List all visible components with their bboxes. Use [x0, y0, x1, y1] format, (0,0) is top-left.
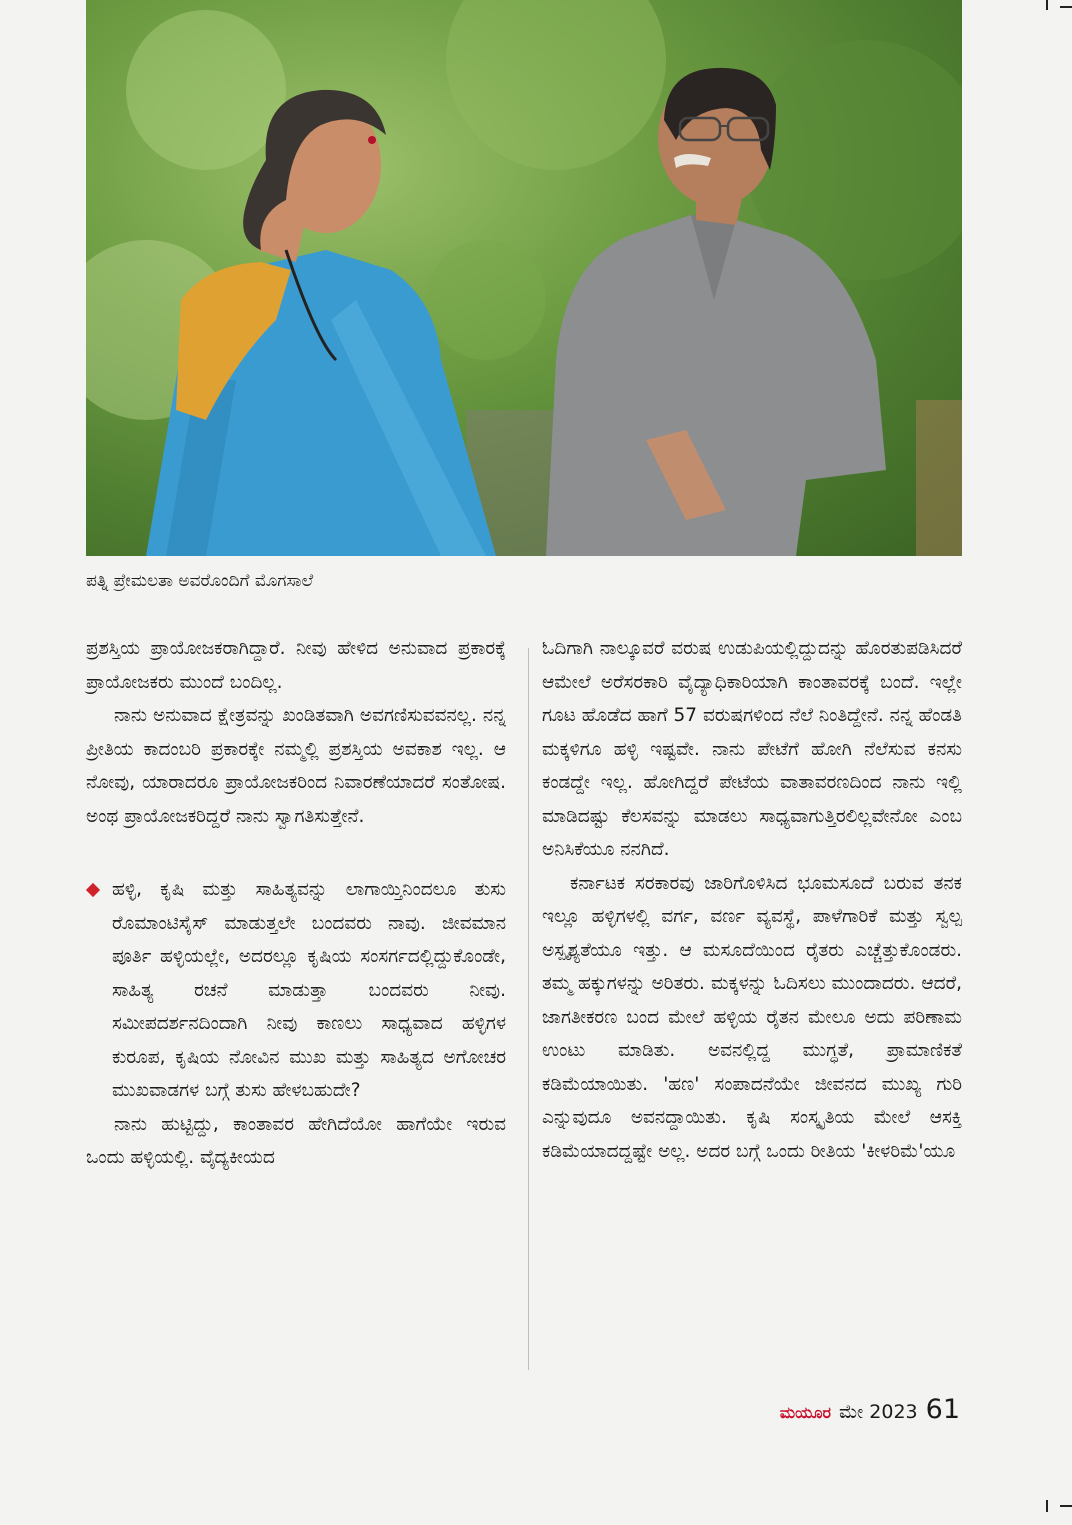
page-footer [780, 1394, 960, 1425]
paragraph: ಓದಿಗಾಗಿ ನಾಲ್ಕೂವರೆ ವರುಷ ಉಡುಪಿಯಲ್ಲಿದ್ದುದನ್ನು ಹೊರತುಪಡಿಸಿದರೆ ಆಮೇಲೆ ಅರೆಸರಕಾರಿ ವೈದ್ಯಾಧಿಕಾರಿಯಾಗಿ ಕಾಂತಾವರಕ್ಕೆ ಬಂದೆ. ಇಲ್ಲೇ ಗೂಟ ಹೊಡೆದ ಹಾಗೆ 57 ವರುಷಗಳಿಂದ ನೆಲೆ ನಿಂತಿದ್ದೇನೆ. ನನ್ನ ಹೆಂಡತಿ ಮಕ್ಕಳಿಗೂ ಹಳ್ಳಿ ಇಷ್ಟವೇ. ನಾನು ಪೇಟೆಗೆ ಹೋಗಿ ನೆಲೆಸುವ ಕನಸು ಕಂಡದ್ದೇ ಇಲ್ಲ. ಹೋಗಿದ್ದರೆ ಪೇಟೆಯ ವಾತಾವರಣದಿಂದ ನಾನು ಇಲ್ಲಿ ಮಾಡಿದಷ್ಟು ಕೆಲಸವನ್ನು ಮಾಡಲು ಸಾಧ್ಯವಾಗುತ್ತಿರಲಿಲ್ಲವೇನೋ ಎಂಬ ಅನಿಸಿಕೆಯೂ ನನಗಿದೆ. [542, 638, 962, 860]
crop-mark-right-bottom [1060, 1505, 1072, 1507]
column-divider [528, 648, 529, 1370]
paragraph: ನಾನು ಅನುವಾದ ಕ್ಷೇತ್ರವನ್ನು ಖಂಡಿತವಾಗಿ ಅವಗಣಿಸುವವನಲ್ಲ. ನನ್ನ ಪ್ರೀತಿಯ ಕಾದಂಬರಿ ಪ್ರಕಾರಕ್ಕೇ ನಮ್ಮಲ್ಲಿ ಪ್ರಶಸ್ತಿಯ ಅವಕಾಶ ಇಲ್ಲ. ಆ ನೋವು, ಯಾರಾದರೂ ಪ್ರಾಯೋಜಕರಿಂದ ನಿವಾರಣೆಯಾದರೆ ಸಂತೋಷ. ಅಂಥ ಪ್ರಾಯೋಜಕರಿದ್ದರೆ ನಾನು ಸ್ವಾಗತಿಸುತ್ತೇನೆ. [86, 705, 506, 827]
paragraph: ಕರ್ನಾಟಕ ಸರಕಾರವು ಜಾರಿಗೊಳಿಸಿದ ಭೂಮಸೂದೆ ಬರುವ ತನಕ ಇಲ್ಲೂ ಹಳ್ಳಿಗಳಲ್ಲಿ ವರ್ಗ, ವರ್ಣ ವ್ಯವಸ್ಥೆ, ಪಾಳೆಗಾರಿಕೆ ಮತ್ತು ಸ್ವಲ್ಪ ಅಸ್ಪೃಶ್ಯತೆಯೂ ಇತ್ತು. ಆ ಮಸೂದೆಯಿಂದ ರೈತರು ಎಚ್ಚೆತ್ತುಕೊಂಡರು. ತಮ್ಮ ಹಕ್ಕುಗಳನ್ನು ಅರಿತರು. ಮಕ್ಕಳನ್ನು ಓದಿಸಲು ಮುಂದಾದರು. ಆದರೆ, ಜಾಗತೀಕರಣ ಬಂದ ಮೇಲೆ ಹಳ್ಳಿಯ ರೈತನ ಮೇಲೂ ಅದು ಪರಿಣಾಮ ಉಂಟು ಮಾಡಿತು. ಅವನಲ್ಲಿದ್ದ ಮುಗ್ಧತೆ, ಪ್ರಾಮಾಣಿಕತೆ ಕಡಿಮೆಯಾಯಿತು. 'ಹಣ' ಸಂಪಾದನೆಯೇ ಜೀವನದ ಮುಖ್ಯ ಗುರಿ ಎನ್ನುವುದೂ ಅವನದ್ದಾಯಿತು. ಕೃಷಿ ಸಂಸ್ಕೃತಿಯ ಮೇಲೆ ಆಸಕ್ತಿ ಕಡಿಮೆಯಾದದ್ದಷ್ಟೇ ಅಲ್ಲ. ಅದರ ಬಗ್ಗೆ ಒಂದು ರೀತಿಯ 'ಕೀಳರಿಮೆ'ಯೂ [542, 872, 962, 1162]
bullet-diamond-icon [86, 883, 100, 897]
crop-mark-right-top [1060, 6, 1072, 8]
couple-photo [86, 0, 962, 556]
paragraph: ಪ್ರಶಸ್ತಿಯ ಪ್ರಾಯೋಜಕರಾಗಿದ್ದಾರೆ. ನೀವು ಹೇಳಿದ ಅನುವಾದ ಪ್ರಕಾರಕ್ಕೆ ಪ್ರಾಯೋಜಕರು ಮುಂದೆ ಬಂದಿಲ್ಲ. [86, 638, 506, 693]
left-column [86, 632, 506, 1175]
right-column [542, 632, 962, 1168]
interview-question [86, 873, 506, 1108]
magazine-name: ಮಯೂರ [779, 1403, 831, 1422]
photo-caption: ಪತ್ನಿ ಪ್ರೇಮಲತಾ ಅವರೊಂದಿಗೆ ಮೊಗಸಾಲೆ [86, 571, 314, 591]
paragraph: ನಾನು ಹುಟ್ಟಿದ್ದು, ಕಾಂತಾವರ ಹೇಗಿದೆಯೋ ಹಾಗೆಯೇ ಇರುವ ಒಂದು ಹಳ್ಳಿಯಲ್ಲಿ. ವೈದ್ಯಕೀಯದ [86, 1113, 506, 1168]
page-number: 61 [925, 1394, 960, 1425]
question-text: ಹಳ್ಳಿ, ಕೃಷಿ ಮತ್ತು ಸಾಹಿತ್ಯವನ್ನು ಲಾಗಾಯ್ತಿನಿಂದಲೂ ತುಸು ರೊಮಾಂಟಿಸೈಸ್ ಮಾಡುತ್ತಲೇ ಬಂದವರು ನಾವು. ಜೀವಮಾನ ಪೂರ್ತಿ ಹಳ್ಳಿಯಲ್ಲೇ, ಅದರಲ್ಲೂ ಕೃಷಿಯ ಸಂಸರ್ಗದಲ್ಲಿದ್ದುಕೊಂಡೇ, ಸಾಹಿತ್ಯ ರಚನೆ ಮಾಡುತ್ತಾ ಬಂದವರು ನೀವು. ಸಮೀಪದರ್ಶನದಿಂದಾಗಿ ನೀವು ಕಾಣಲು ಸಾಧ್ಯವಾದ ಹಳ್ಳಿಗಳ ಕುರೂಪ, ಕೃಷಿಯ ನೋವಿನ ಮುಖ ಮತ್ತು ಸಾಹಿತ್ಯದ ಅಗೋಚರ ಮುಖವಾಡಗಳ ಬಗ್ಗೆ ತುಸು ಹೇಳಬಹುದೇ? [112, 879, 506, 1101]
crop-mark-top [1046, 0, 1048, 10]
photo-illustration [86, 0, 962, 556]
issue-date: ಮೇ 2023 [838, 1401, 918, 1423]
crop-mark-bottom [1046, 1500, 1048, 1512]
